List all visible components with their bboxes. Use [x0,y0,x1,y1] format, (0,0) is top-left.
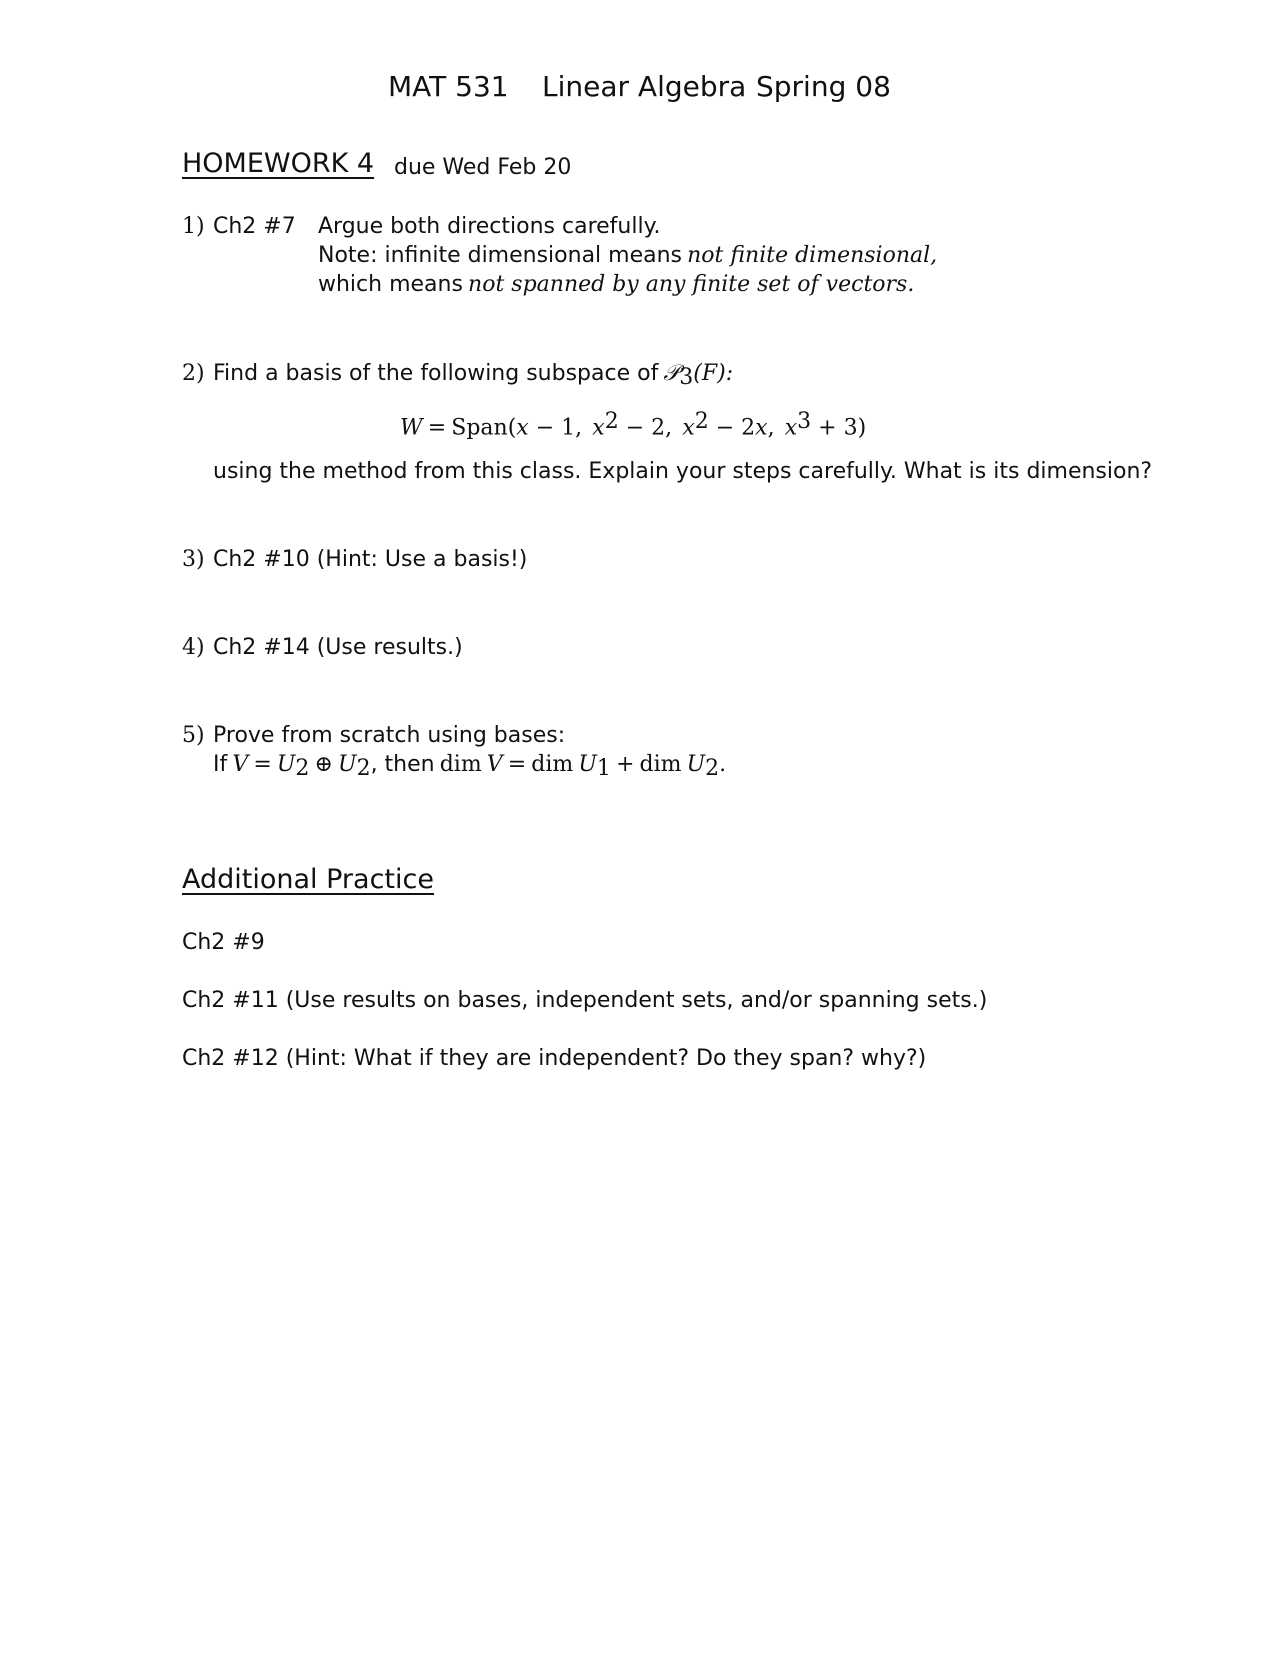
eq-term-2-rest: − 2, [618,415,673,441]
p5-if: If [213,752,228,777]
eq-term-3-exp: 2 [694,409,709,434]
eq-term-2-exp: 2 [604,409,619,434]
p5-eq-2: = [507,752,527,777]
problem-2-intro [213,361,733,390]
problem-1-which-text: which means [318,272,463,297]
p5-oplus: ⊕ [314,752,333,777]
course-code: MAT 531 [388,70,509,103]
p5-comma-then: , then [370,752,435,777]
problem-1-which-math: not spanned by any finite set of vectors. [468,272,915,297]
p5-dim-1: dim [439,752,482,777]
problem-1-note-math: not finite dimensional, [687,243,938,268]
p5-u-2: U [686,752,706,777]
eq-span-fn: Span( [451,415,517,441]
problem-2-instructions: using the method from this class. Explain your steps carefully. What is its dimension? [213,459,1153,484]
problem-5-line-1: Prove from scratch using bases: [213,723,566,748]
eq-term-1-var: x [516,415,529,441]
eq-term-4-rest: + 3) [811,415,867,441]
p5-u-2-sub: 2 [705,756,720,782]
p5-eq: = [253,752,272,777]
p5-period: . [719,752,727,777]
problem-3-text: Ch2 #10 (Hint: Use a basis!) [213,547,528,572]
span-equation [400,409,866,440]
additional-item: Ch2 #12 (Hint: What if they are independent? Do they span? why?) [182,1046,927,1071]
eq-term-4-var: x [784,415,798,441]
additional-item: Ch2 #11 (Use results on bases, independent sets, and/or spanning sets.) [182,988,988,1013]
p5-dim-3: dim [639,752,682,777]
p5-u-b-sub: 2 [356,756,371,782]
polynomial-space-degree: 3 [679,365,694,391]
polynomial-space-symbol: 𝒫 [663,361,680,386]
eq-term-2-var: x [592,415,605,441]
problem-2-text: Find a basis of the following subspace of [213,361,659,386]
p5-u-b: U [338,752,357,777]
problem-5-number: 5) [182,723,205,748]
polynomial-space-field: (F): [693,361,734,386]
problem-4-text: Ch2 #14 (Use results.) [213,635,463,660]
course-term: Spring 08 [756,70,891,103]
p5-u-1: U [578,752,597,777]
problem-1-number: 1) [182,214,205,239]
eq-lhs: W [400,415,423,441]
eq-operator: = [427,415,447,441]
problem-5-statement [213,752,726,781]
eq-term-3-var2: x [755,415,768,441]
problem-1-note-text: Note: infinite dimensional means [318,243,683,268]
eq-term-3-var: x [682,415,695,441]
problem-2-number: 2) [182,361,205,386]
p5-dim-2: dim [531,752,574,777]
problem-1-line-1: Argue both directions carefully. [318,214,661,239]
homework-due: due Wed Feb 20 [394,155,572,180]
eq-term-3-comma: , [767,415,775,441]
homework-title: HOMEWORK 4 [182,148,375,179]
problem-1-line-2 [318,243,937,268]
additional-practice-title: Additional Practice [182,864,434,895]
p5-plus: + [616,752,635,777]
p5-v-2: V [486,752,503,777]
p5-v: V [232,752,249,777]
course-subject: Linear Algebra [542,70,747,103]
p5-u-a-sub: 2 [295,756,310,782]
p5-u-1-sub: 1 [596,756,611,782]
problem-1-line-3 [318,272,914,297]
eq-term-1-rest: − 1, [528,415,583,441]
problem-3-number: 3) [182,547,205,572]
p5-u-a: U [276,752,296,777]
eq-term-4-exp: 3 [797,409,812,434]
problem-1-ref: Ch2 #7 [213,214,296,239]
eq-term-3-mid: − 2 [708,415,756,441]
problem-4-number: 4) [182,635,205,660]
additional-item: Ch2 #9 [182,930,265,955]
